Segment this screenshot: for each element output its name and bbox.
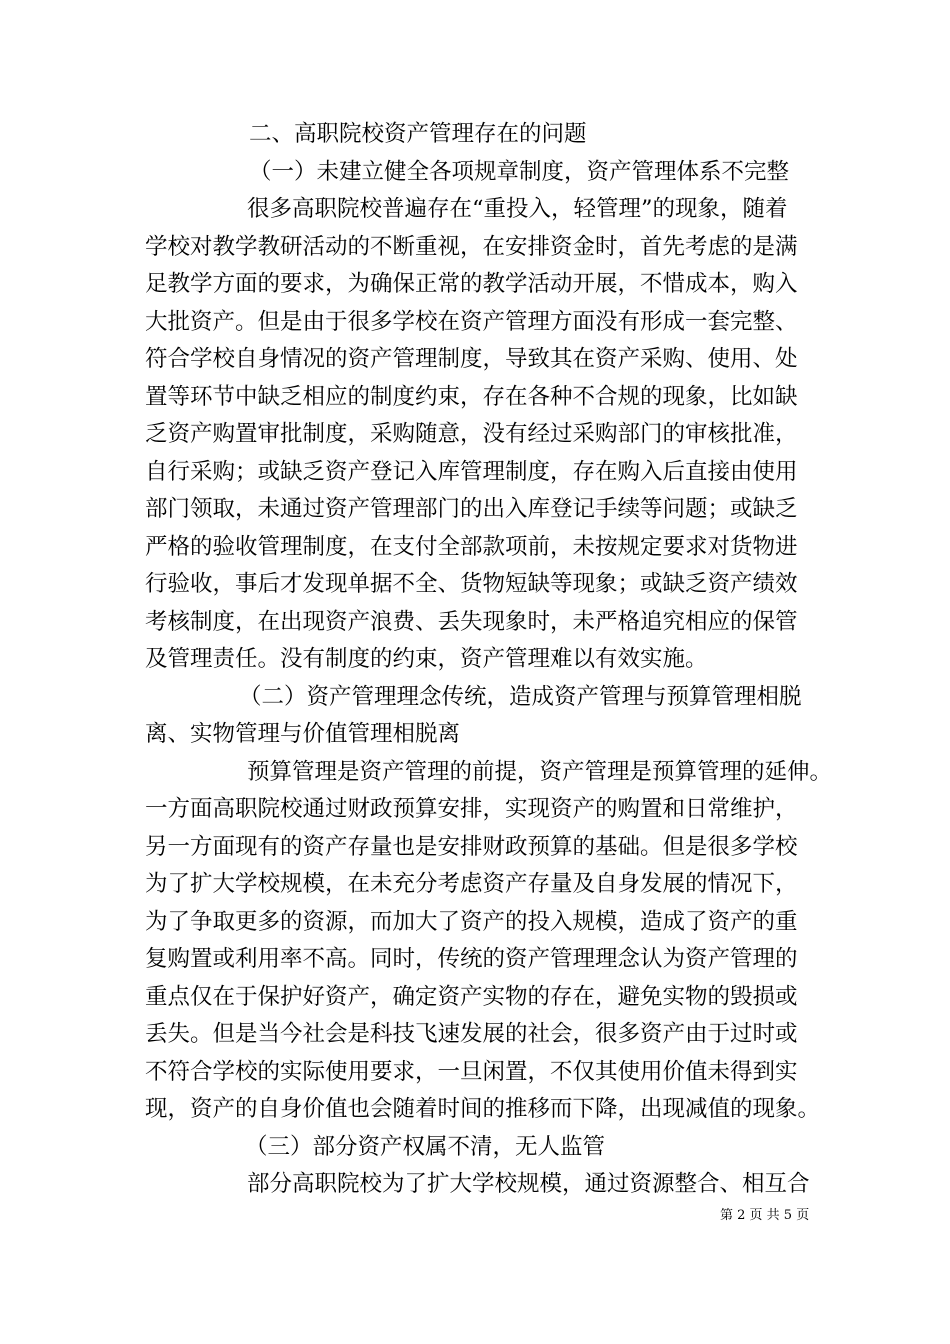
paragraph-line: 部门领取，未通过资产管理部门的出入库登记手续等问题；或缺乏 (145, 496, 798, 522)
paragraph-2 (145, 754, 833, 1129)
paragraph-line: 行验收，事后才发现单据不全、货物短缺等现象；或缺乏资产绩效 (145, 571, 798, 597)
paragraph-line: 严格的验收管理制度，在支付全部款项前，未按规定要求对货物进 (145, 533, 798, 560)
paragraph-line: 复购置或利用率不高。同时，传统的资产管理理念认为资产管理的 (145, 946, 798, 972)
paragraph-line: 现，资产的自身价值也会随着时间的推移而下降，出现减值的现象。 (145, 1096, 821, 1122)
paragraph-line: 丢失。但是当今社会是科技飞速发展的社会，很多资产由于过时或 (145, 1021, 798, 1047)
paragraph-line: 另一方面现有的资产存量也是安排财政预算的基础。但是很多学校 (145, 833, 798, 860)
paragraph-line: 部分高职院校为了扩大学校规模，通过资源整合、相互合 (247, 1171, 810, 1197)
paragraph-line: 考核制度，在出现资产浪费、丢失现象时，未严格追究相应的保管 (145, 608, 798, 635)
paragraph-line: 为了争取更多的资源，而加大了资产的投入规模，造成了资产的重 (145, 908, 798, 935)
paragraph-line: 乏资产购置审批制度，采购随意，没有经过采购部门的审核批准， (145, 421, 798, 447)
section-heading: 二、高职院校资产管理存在的问题 (249, 121, 587, 147)
paragraph-line: 自行采购；或缺乏资产登记入库管理制度，存在购入后直接由使用 (145, 458, 798, 485)
paragraph-line: 足教学方面的要求，为确保正常的教学活动开展，不惜成本，购入 (145, 271, 798, 297)
paragraph-line: 很多高职院校普遍存在“重投入，轻管理”的现象，随着 (247, 196, 788, 222)
subsection-heading-3: （三）部分资产权属不清，无人监管 (245, 1133, 606, 1160)
document-body (145, 116, 833, 1204)
heading-line: 离、实物管理与价值管理相脱离 (145, 721, 461, 747)
paragraph-line: 重点仅在于保护好资产，确定资产实物的存在，避免实物的毁损或 (145, 983, 798, 1010)
paragraph-3 (145, 1166, 810, 1204)
paragraph-line: 预算管理是资产管理的前提，资产管理是预算管理的延伸。 (247, 758, 833, 785)
paragraph-line: 为了扩大学校规模，在未充分考虑资产存量及自身发展的情况下， (145, 871, 798, 897)
subsection-heading-2 (145, 679, 807, 754)
paragraph-line: 学校对教学教研活动的不断重视，在安排资金时，首先考虑的是满 (145, 233, 798, 260)
paragraph-line: 一方面高职院校通过财政预算安排，实现资产的购置和日常维护， (145, 796, 798, 822)
paragraph-1 (145, 191, 807, 679)
heading-line: （二）资产管理理念传统，造成资产管理与预算管理相脱 (239, 683, 802, 710)
paragraph-line: 符合学校自身情况的资产管理制度，导致其在资产采购、使用、处 (145, 346, 798, 372)
subsection-heading-1: （一）未建立健全各项规章制度，资产管理体系不完整 (249, 158, 790, 185)
paragraph-line: 置等环节中缺乏相应的制度约束，存在各种不合规的现象，比如缺 (145, 383, 798, 410)
paragraph-line: 大批资产。但是由于很多学校在资产管理方面没有形成一套完整、 (145, 308, 798, 335)
paragraph-line: 不符合学校的实际使用要求，一旦闲置，不仅其使用价值未得到实 (145, 1058, 798, 1085)
page-number-footer: 第 2 页 共 5 页 (720, 1208, 810, 1223)
paragraph-line: 及管理责任。没有制度的约束，资产管理难以有效实施。 (145, 646, 708, 672)
